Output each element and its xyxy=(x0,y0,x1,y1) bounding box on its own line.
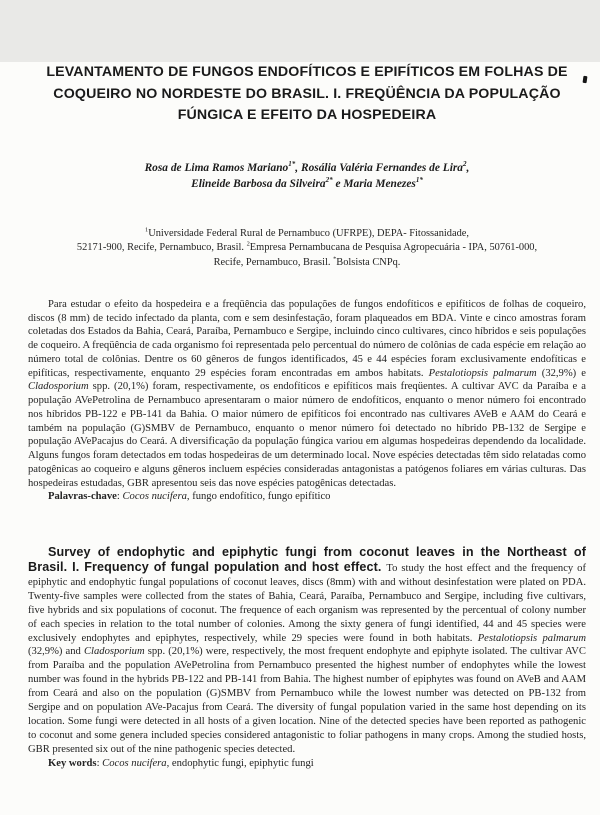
portuguese-abstract: Para estudar o efeito da hospedeira e a freqüência das populações de fungos endofíticos e epifíticos de folhas de coqueiro, discos (8 mm) de tecido infectado da planta, com e sem desinfestação, foram plaqueados em BDA. Vinte e cinco amostras foram coletadas dos Estados da Bahia, Ceará, Paraíba, Pernambuco e Sergipe, incluindo cinco cultivares, cinco híbridos e seis populações de coqueiro. A freqüência de cada organismo foi representada pelo percentual do número de colônias de cada espécie em relação ao número total de colônias. Dentre os 60 gêneros de fungos identificados, 45 e 44 espécies foram exclusivamente endofíticas e epifíticas, respectivamente, enquanto 29 espécies foram encontradas em ambos habitats. Pestalotiopsis palmarum (32,9%) e Cladosporium spp. (20,1%) foram, respectivamente, os endofíticos e epifíticos mais freqüentes. A cultivar AVC da Paraíba e a população AVePetrolina de Pernambuco apresentaram o maior número de endofíticos, enquanto o menor número foi encontrado nos híbridos PB-122 e PB-141 da Bahia. O maior número de epifíticos foi encontrado nas cultivares AVeB e AAM do Ceará e também na população (G)SMBV de Pernambuco, enquanto o menor número foi detectado no híbrido PB-132 de Sergipe e população AVePacajus do Ceará. A diversificação da população fúngica variou em algumas hospedeiras dependendo da localidade. Alguns fungos foram detectados em todas hospedeiras de um determinado local. Nove espécies detectadas têm sido relatadas como patogênicas ao coqueiro e alguns gêneros incluem espécies consideradas antagonistas a patógenos foliares em várias culturas. Das hospedeiras estudadas, GBR apresentou seis das nove espécies patogênicas detectadas. xyxy=(28,298,586,489)
affiliation-block: $^1$Universidade Federal Rural de Pernambuco (UFRPE), DEPA- Fitossanidade, 52171-900, Recife, Pernambuco, Brasil. $^2$Empresa Pernambucana de Pesquisa Agropecuária - IPA, 50761-000, Recife, Pernambuco, Brasil. *Bolsista CNPq. xyxy=(76,226,538,269)
paper-title: LEVANTAMENTO DE FUNGOS ENDOFÍTICOS E EPIFÍTICOS EM FOLHAS DE COQUEIRO NO NORDESTE DO BRASIL. I. FREQÜÊNCIA DA POPULAÇÃO FÚNGICA E EFEITO DA HOSPEDEIRA xyxy=(46,64,568,123)
english-abstract: Survey of endophytic and epiphytic fungi from coconut leaves in the Northeast of Brasil. I. Frequency of fungal population and host effect. To study the host effect and the frequency of epiphytic and endophytic fungal populations of coconut leaves, discs (8mm) with and without desinfestation were plated on PDA. Twenty-five samples were collected from the states of Bahia, Ceará, Paraíba, Pernambuco and Sergipe, including five cultivars, five hybrids and six populations of coconut. The frequence of each organism was represented by the percentual of colony number of each species in relation to the total number of colonies. Among the sixty genera of fungi identified, 44 and 45 species were exclusively endophytes and epiphytes, respectively, while 29 species were found in both habitats. Pestalotiopsis palmarum (32,9%) and Cladosporium spp. (20,1%) were, respectively, the most frequent endophyte and epiphyte isolated. The cultivar AVC from Paraíba and the population AVePetrolina from Pernambuco presented the highest number of endophytes while the lowest number was found in the hybrids PB-122 and PB-141 from Bahia. The highest number of epiphytes was found on AVeB and AAM from Ceará and also on the population (G)SMBV from Pernambuco while the lowest number was detected on PB-132 from Sergipe and on population AVe-Pacajus from Ceará. The diversity of fungal population varied in the same host depending on its location. Some fungi were detected in all hosts of a given location. Nine of the detected species have been reported as pathogenic to coconut and some genera included species considered antagonistic to foliar pathogens in many crops. Among the studied hosts, GBR presented six out of the nine pathogenic species detected. xyxy=(28,545,587,755)
english-keywords: Key words: Cocos nucifera, endophytic fungi, epiphytic fungi xyxy=(48,757,314,769)
ink-speck-artifact xyxy=(583,76,588,83)
portuguese-keywords: Palavras-chave: Cocos nucifera, fungo endofítico, fungo epifítico xyxy=(48,491,331,503)
scanned-paper-page xyxy=(0,62,600,815)
authors-line: Rosa de Lima Ramos Mariano$^{1*}$, Rosália Valéria Fernandes de Lira$^2$, Elineide Barbosa da Silveira$^{2*}$ e Maria Menezes$^{1*}$ xyxy=(144,159,470,190)
